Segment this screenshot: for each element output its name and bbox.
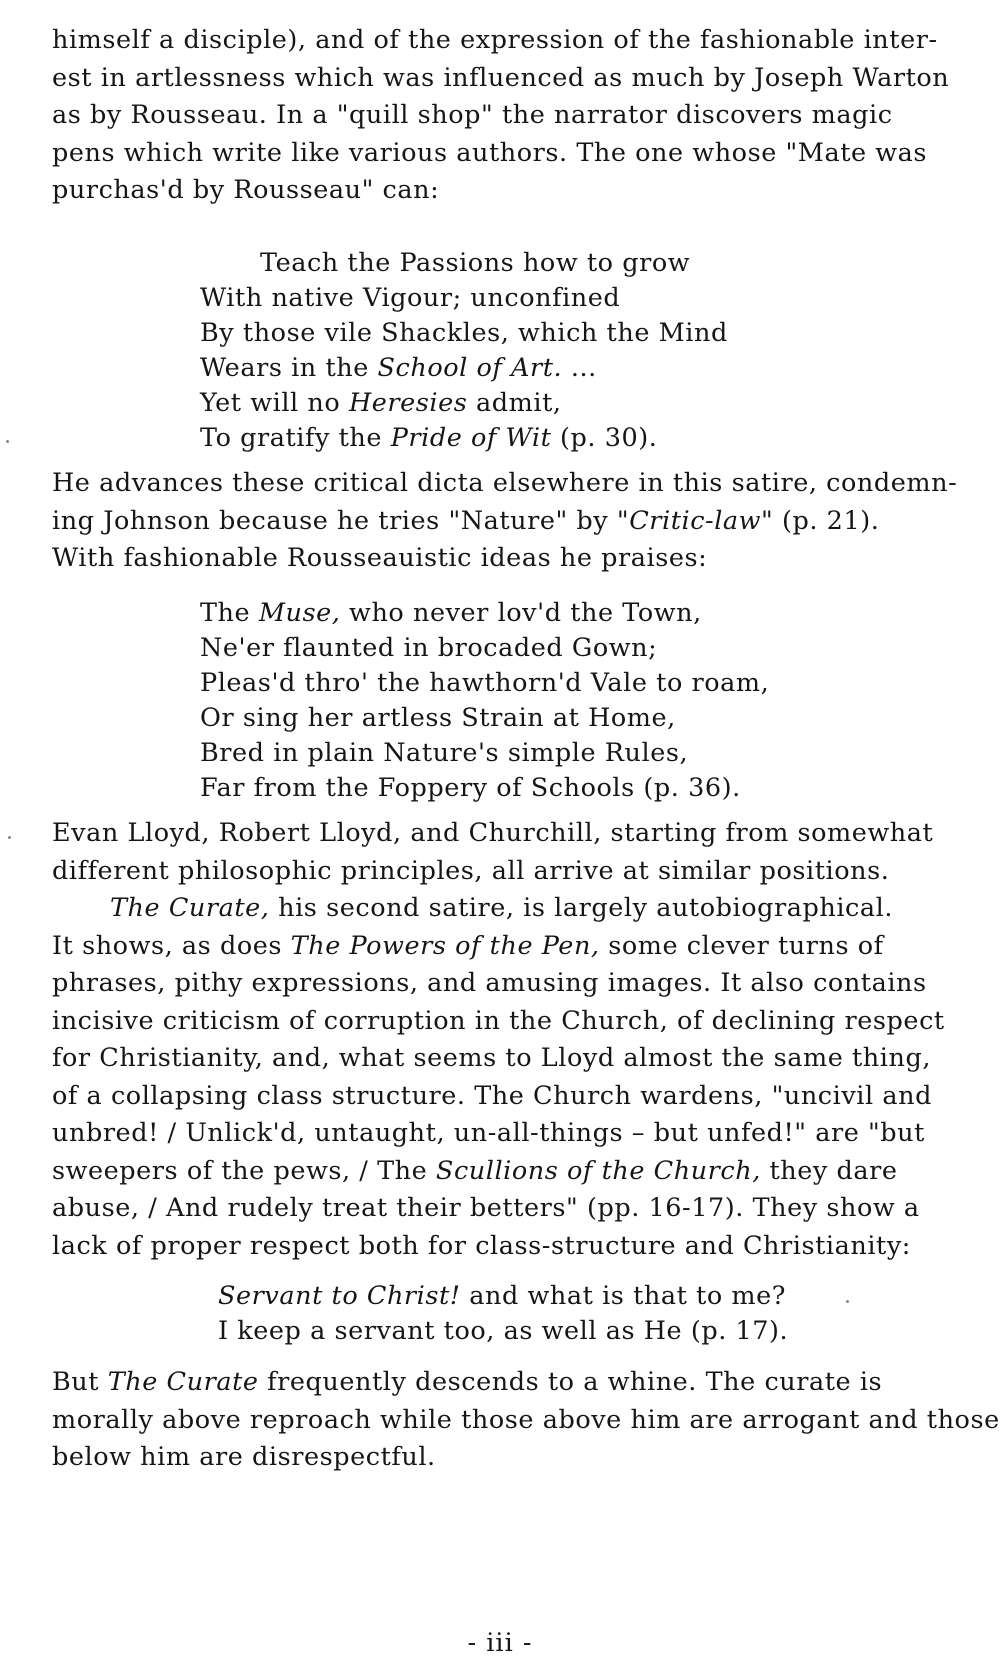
verse-line: Ne'er flaunted in brocaded Gown; — [200, 633, 658, 663]
verse-line: The Muse, who never lov'd the Town, — [200, 598, 702, 628]
text-line: est in artlessness which was influenced as much by Joseph Warton — [52, 62, 950, 93]
verse-line: Bred in plain Nature's simple Rules, — [200, 738, 689, 768]
text-line: With fashionable Rousseauistic ideas he praises: — [52, 543, 708, 573]
text-line: phrases, pithy expressions, and amusing images. It also contains — [52, 968, 927, 998]
text-line: himself a disciple), and of the expression of the fashionable inter- — [52, 25, 938, 55]
text-line: He advances these critical dicta elsewhere in this satire, condemn- — [52, 468, 958, 498]
scan-speck — [846, 1300, 849, 1303]
text-line: different philosophic principles, all arrive at similar positions. — [52, 855, 890, 886]
text-line: But The Curate frequently descends to a whine. The curate is — [52, 1367, 883, 1397]
verse-line: Teach the Passions how to grow — [260, 248, 691, 278]
text-line: of a collapsing class structure. The Church wardens, "uncivil and — [52, 1080, 932, 1111]
verse-line: Pleas'd thro' the hawthorn'd Vale to roam, — [200, 668, 770, 698]
text-line: sweepers of the pews, / The Scullions of the Church, they dare — [52, 1155, 898, 1186]
text-line: for Christianity, and, what seems to Lloyd almost the same thing, — [52, 1043, 931, 1073]
scan-speck — [6, 440, 9, 443]
verse-line: Yet will no Heresies admit, — [200, 388, 562, 418]
text-line: abuse, / And rudely treat their betters" (pp. 16-17). They show a — [52, 1193, 920, 1223]
paragraph-2 — [52, 465, 958, 578]
verse-line: Or sing her artless Strain at Home, — [200, 703, 676, 733]
verse-line: Servant to Christ! and what is that to me? — [218, 1281, 786, 1311]
text-line: unbred! / Unlick'd, untaught, un-all-things – but unfed!" are "but — [52, 1118, 925, 1148]
text-line: morally above reproach while those above him are arrogant and those — [52, 1404, 1000, 1435]
verse-line: I keep a servant too, as well as He (p. 17). — [218, 1316, 789, 1346]
paragraph-1 — [52, 22, 952, 210]
text-line: below him are disrespectful. — [52, 1442, 436, 1472]
text-line: as by Rousseau. In a "quill shop" the narrator discovers magic — [52, 100, 893, 130]
paragraph-4 — [52, 1364, 1000, 1477]
text-line: It shows, as does The Powers of the Pen, some clever turns of — [52, 930, 884, 961]
text-line: The Curate, his second satire, is largely autobiographical. — [110, 893, 893, 923]
text-line: lack of proper respect both for class-structure and Christianity: — [52, 1230, 911, 1261]
verse-quote-1 — [200, 246, 728, 456]
verse-line: To gratify the Pride of Wit (p. 30). — [200, 423, 658, 453]
verse-line: With native Vigour; unconfined — [200, 283, 621, 313]
verse-line: Wears in the School of Art. ... — [200, 353, 597, 383]
verse-quote-2 — [200, 596, 769, 806]
verse-quote-3 — [218, 1279, 788, 1349]
text-line: incisive criticism of corruption in the Church, of declining respect — [52, 1005, 945, 1036]
page-number: - iii - — [467, 1628, 533, 1658]
text-line: ing Johnson because he tries "Nature" by "Critic-law" (p. 21). — [52, 505, 880, 536]
paragraph-3 — [52, 815, 952, 1265]
text-line: purchas'd by Rousseau" can: — [52, 175, 440, 205]
text-line: Evan Lloyd, Robert Lloyd, and Churchill, starting from somewhat — [52, 818, 934, 848]
scan-speck — [8, 836, 11, 839]
text-line: pens which write like various authors. The one whose "Mate was — [52, 137, 928, 168]
verse-line: Far from the Foppery of Schools (p. 36). — [200, 773, 741, 803]
verse-line: By those vile Shackles, which the Mind — [200, 318, 728, 348]
